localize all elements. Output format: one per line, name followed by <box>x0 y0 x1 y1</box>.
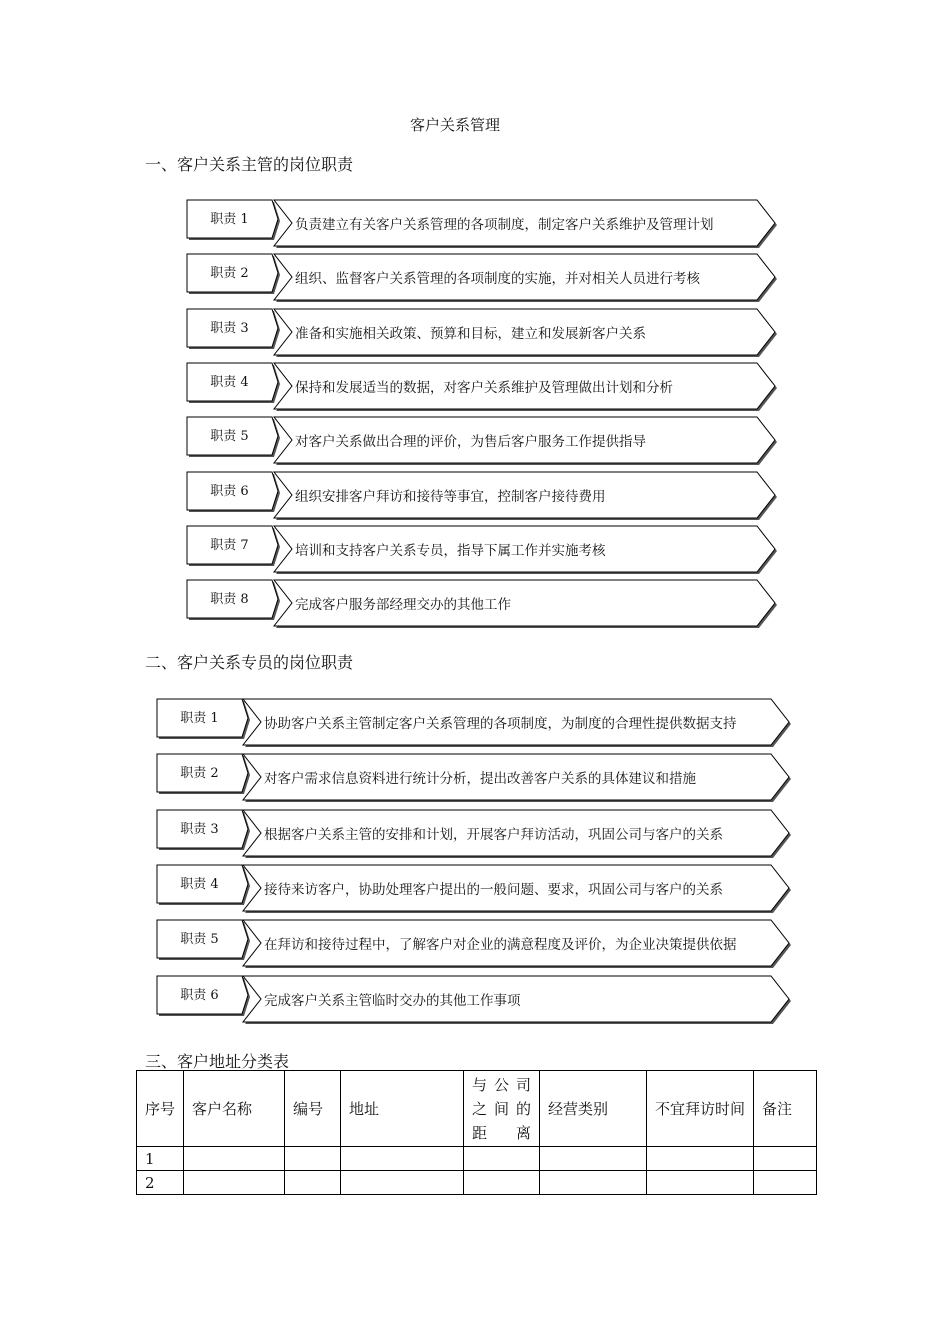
table-cell <box>540 1147 647 1171</box>
table-cell <box>285 1171 341 1195</box>
column-header-code: 编号 <box>285 1071 341 1147</box>
duty-text: 培训和支持客户关系专员，指导下属工作并实施考核 <box>295 542 606 559</box>
duty-row <box>187 200 777 252</box>
duty-row <box>187 472 777 524</box>
section-heading-address-table: 三、客户地址分类表 <box>145 1052 290 1071</box>
duty-text: 负责建立有关客户关系管理的各项制度，制定客户关系维护及管理计划 <box>295 217 714 233</box>
table-cell <box>647 1147 754 1171</box>
duty-row <box>157 699 791 751</box>
duty-text: 准备和实施相关政策、预算和目标，建立和发展新客户关系 <box>295 325 646 342</box>
duty-label: 职责 1 <box>180 711 219 726</box>
duty-label: 职责 5 <box>180 932 219 948</box>
table-cell <box>184 1171 285 1195</box>
table-row <box>137 1147 817 1171</box>
duty-row <box>157 976 791 1028</box>
duty-label: 职责 1 <box>210 212 249 227</box>
duty-label: 职责 4 <box>180 876 219 892</box>
column-header-no-visit-time: 不宜拜访时间 <box>647 1071 754 1147</box>
table-cell <box>341 1171 464 1195</box>
duty-text: 组织、监督客户关系管理的各项制度的实施，并对相关人员进行考核 <box>295 271 700 288</box>
table-cell <box>184 1147 285 1171</box>
duty-text: 保持和发展适当的数据，对客户关系维护及管理做出计划和分析 <box>295 379 673 396</box>
duty-text: 完成客户服务部经理交办的其他工作 <box>295 597 511 614</box>
table-cell <box>341 1147 464 1171</box>
duty-row <box>187 580 777 632</box>
duty-text: 在拜访和接待过程中，了解客户对企业的满意程度及评价，为企业决策提供依据 <box>264 937 737 954</box>
duty-row <box>187 417 777 469</box>
table-cell <box>647 1171 754 1195</box>
duty-row <box>157 754 791 806</box>
duty-row <box>157 865 791 917</box>
duty-label: 职责 8 <box>210 592 249 608</box>
duty-row <box>187 254 777 306</box>
duty-text: 组织安排客户拜访和接待等事宜，控制客户接待费用 <box>295 488 606 505</box>
column-header-customer-name: 客户名称 <box>184 1071 285 1147</box>
column-header-address: 地址 <box>341 1071 464 1147</box>
section-heading-specialist: 二、客户关系专员的岗位职责 <box>145 653 354 672</box>
customer-address-table <box>136 1070 817 1195</box>
duty-label: 职责 3 <box>210 320 249 336</box>
column-header-business-type: 经营类别 <box>540 1071 647 1147</box>
section-heading-supervisor: 一、客户关系主管的岗位职责 <box>145 155 354 174</box>
duty-label: 职责 5 <box>210 429 249 445</box>
duty-label: 职责 3 <box>180 821 219 837</box>
table-cell <box>464 1147 540 1171</box>
table-header-row <box>137 1071 817 1147</box>
duty-row <box>157 920 791 972</box>
duty-label: 职责 2 <box>180 766 219 782</box>
duty-label: 职责 4 <box>210 374 249 390</box>
table-cell <box>464 1171 540 1195</box>
duty-label: 职责 6 <box>180 987 219 1003</box>
table-cell <box>754 1171 817 1195</box>
duty-row <box>157 810 791 862</box>
duty-label: 职责 6 <box>210 483 249 499</box>
duty-text: 完成客户关系主管临时交办的其他工作事项 <box>264 992 521 1009</box>
table-cell: 1 <box>137 1147 184 1171</box>
duty-text: 对客户需求信息资料进行统计分析，提出改善客户关系的具体建议和措施 <box>264 771 696 788</box>
duty-row <box>187 526 777 578</box>
column-header-index: 序号 <box>137 1071 184 1147</box>
duty-row <box>187 363 777 415</box>
table-cell <box>285 1147 341 1171</box>
duty-text: 协助客户关系主管制定客户关系管理的各项制度，为制度的合理性提供数据支持 <box>264 716 737 732</box>
table-row <box>137 1171 817 1195</box>
column-header-remarks: 备注 <box>754 1071 817 1147</box>
duty-label: 职责 7 <box>210 537 249 553</box>
table-cell: 2 <box>137 1171 184 1195</box>
duty-label: 职责 2 <box>210 266 249 282</box>
duty-row <box>187 309 777 361</box>
duty-text: 接待来访客户，协助处理客户提出的一般问题、要求，巩固公司与客户的关系 <box>264 881 723 898</box>
duty-text: 根据客户关系主管的安排和计划，开展客户拜访活动，巩固公司与客户的关系 <box>264 826 723 843</box>
table-cell <box>540 1171 647 1195</box>
duty-text: 对客户关系做出合理的评价，为售后客户服务工作提供指导 <box>295 434 646 451</box>
page-title: 客户关系管理 <box>409 116 500 134</box>
column-header-distance: 与公司之间的距离 <box>464 1071 540 1147</box>
table-cell <box>754 1147 817 1171</box>
